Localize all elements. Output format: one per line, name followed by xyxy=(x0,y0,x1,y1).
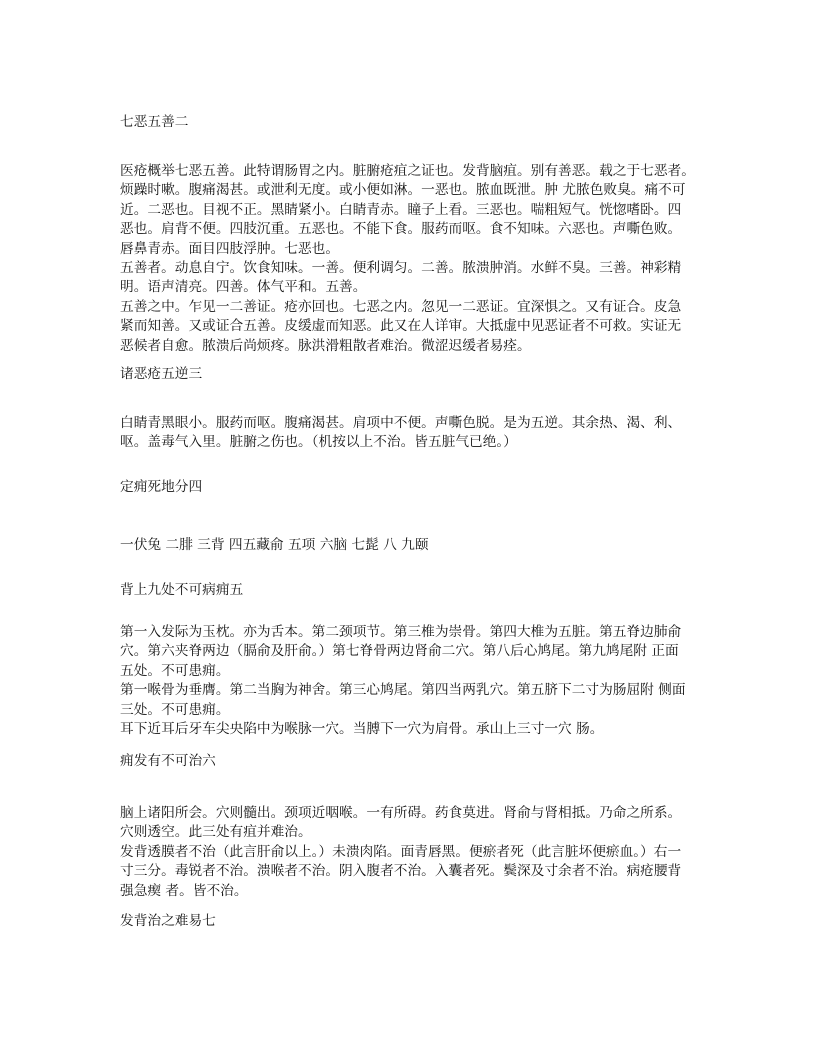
text-line: 第一入发际为玉枕。亦为舌本。第二颈项节。第三椎为崇骨。第四大椎为五脏。第五脊边肺俞 xyxy=(120,624,682,640)
text-line: 强急瘈 者。皆不治。 xyxy=(120,882,248,899)
section-heading: 七恶五善二 xyxy=(120,114,189,130)
section-body xyxy=(120,536,710,555)
text-line: 白睛青黑眼小。服药而呕。腹痛渴甚。肩项中不便。声嘶色脱。是为五逆。其余热、渴、利、 xyxy=(120,415,682,431)
text-line: 发背透膜者不治（此言肝俞以上。）未溃肉陷。面青唇黑。便瘀者死（此言脏坏便瘀血。）右一 xyxy=(120,843,682,860)
text-line: 五善之中。乍见一二善证。疮亦回也。七恶之内。忽见一二恶证。宜深惧之。又有证合。皮急 xyxy=(120,298,682,315)
text-line: 恶也。肩背不便。四肢沉重。五恶也。不能下食。服药而呕。食不知味。六恶也。声嘶色败。 xyxy=(120,221,682,238)
text-line: 烦躁时嗽。腹痛渴甚。或泄利无度。或小便如淋。一恶也。脓血既泄。肿 尤脓色败臭。痛不可 xyxy=(120,182,686,199)
text-line: 脑上诸阳所会。穴则髓出。颈项近咽喉。一有所碍。药食莫进。肾俞与肾相抵。乃命之所系。 xyxy=(120,805,682,821)
text-line: 五处。不可患痈。 xyxy=(120,662,230,679)
section-heading: 定痈死地分四 xyxy=(120,479,203,495)
text-line: 近。二恶也。目视不正。黑睛紧小。白睛青赤。瞳子上看。三恶也。喘粗短气。恍惚嗜卧。四 xyxy=(120,201,682,218)
text-line: 恶候者自愈。脓溃后尚烦疼。脉洪滑粗散者难治。微涩迟缓者易痊。 xyxy=(120,337,531,354)
text-line: 呕。盖毒气入里。脏腑之伤也。（机按以上不治。皆五脏气已绝。） xyxy=(120,434,517,451)
text-line: 一伏兔 二腓 三背 四五藏俞 五项 六脑 七髭 八 九颐 xyxy=(120,537,429,553)
text-line: 医疮概举七恶五善。此特谓肠胃之内。脏腑疮疽之证也。发背脑疽。别有善恶。载之于七恶者。 xyxy=(120,163,695,179)
text-line: 第一喉骨为垂膺。第二当胸为神舍。第三心鸠尾。第四当两乳穴。第五脐下二寸为肠屈附 侧面 xyxy=(120,682,686,699)
section-body xyxy=(120,414,710,453)
text-line: 耳下近耳后牙车尖央陷中为喉脉一穴。当膊下一穴为肩骨。承山上三寸一穴 肠。 xyxy=(120,720,604,737)
text-line: 明。语声清亮。四善。体气平和。五善。 xyxy=(120,279,367,296)
text-line: 寸三分。毒锐者不治。溃喉者不治。阴入腹者不治。入囊者死。鬓深及寸余者不治。病疮腰背 xyxy=(120,863,682,880)
section-heading: 痈发有不可治六 xyxy=(120,753,216,769)
text-line: 唇鼻青赤。面目四肢浮肿。七恶也。 xyxy=(120,240,340,257)
text-line: 三处。不可患痈。 xyxy=(120,701,230,718)
section-body xyxy=(120,623,710,739)
text-line: 穴则透空。此三处有疽并难治。 xyxy=(120,824,312,841)
section-heading: 诸恶疮五逆三 xyxy=(120,366,203,382)
text-line: 穴。第六夹脊两边（膈俞及肝俞。）第七脊骨两边肾俞二穴。第八后心鸠尾。第九鸠尾附 正面 xyxy=(120,643,679,660)
text-line: 紧而知善。又或证合五善。皮缓虚而知恶。此又在人详审。大抵虚中见恶证者不可救。实证无 xyxy=(120,318,682,335)
section-body xyxy=(120,804,710,901)
section-body xyxy=(120,162,710,356)
text-line: 五善者。动息自宁。饮食知味。一善。便利调匀。二善。脓溃肿消。水鲜不臭。三善。神彩精 xyxy=(120,259,682,276)
section-heading: 发背治之难易七 xyxy=(120,913,216,929)
section-heading: 背上九处不可病痈五 xyxy=(120,582,244,598)
